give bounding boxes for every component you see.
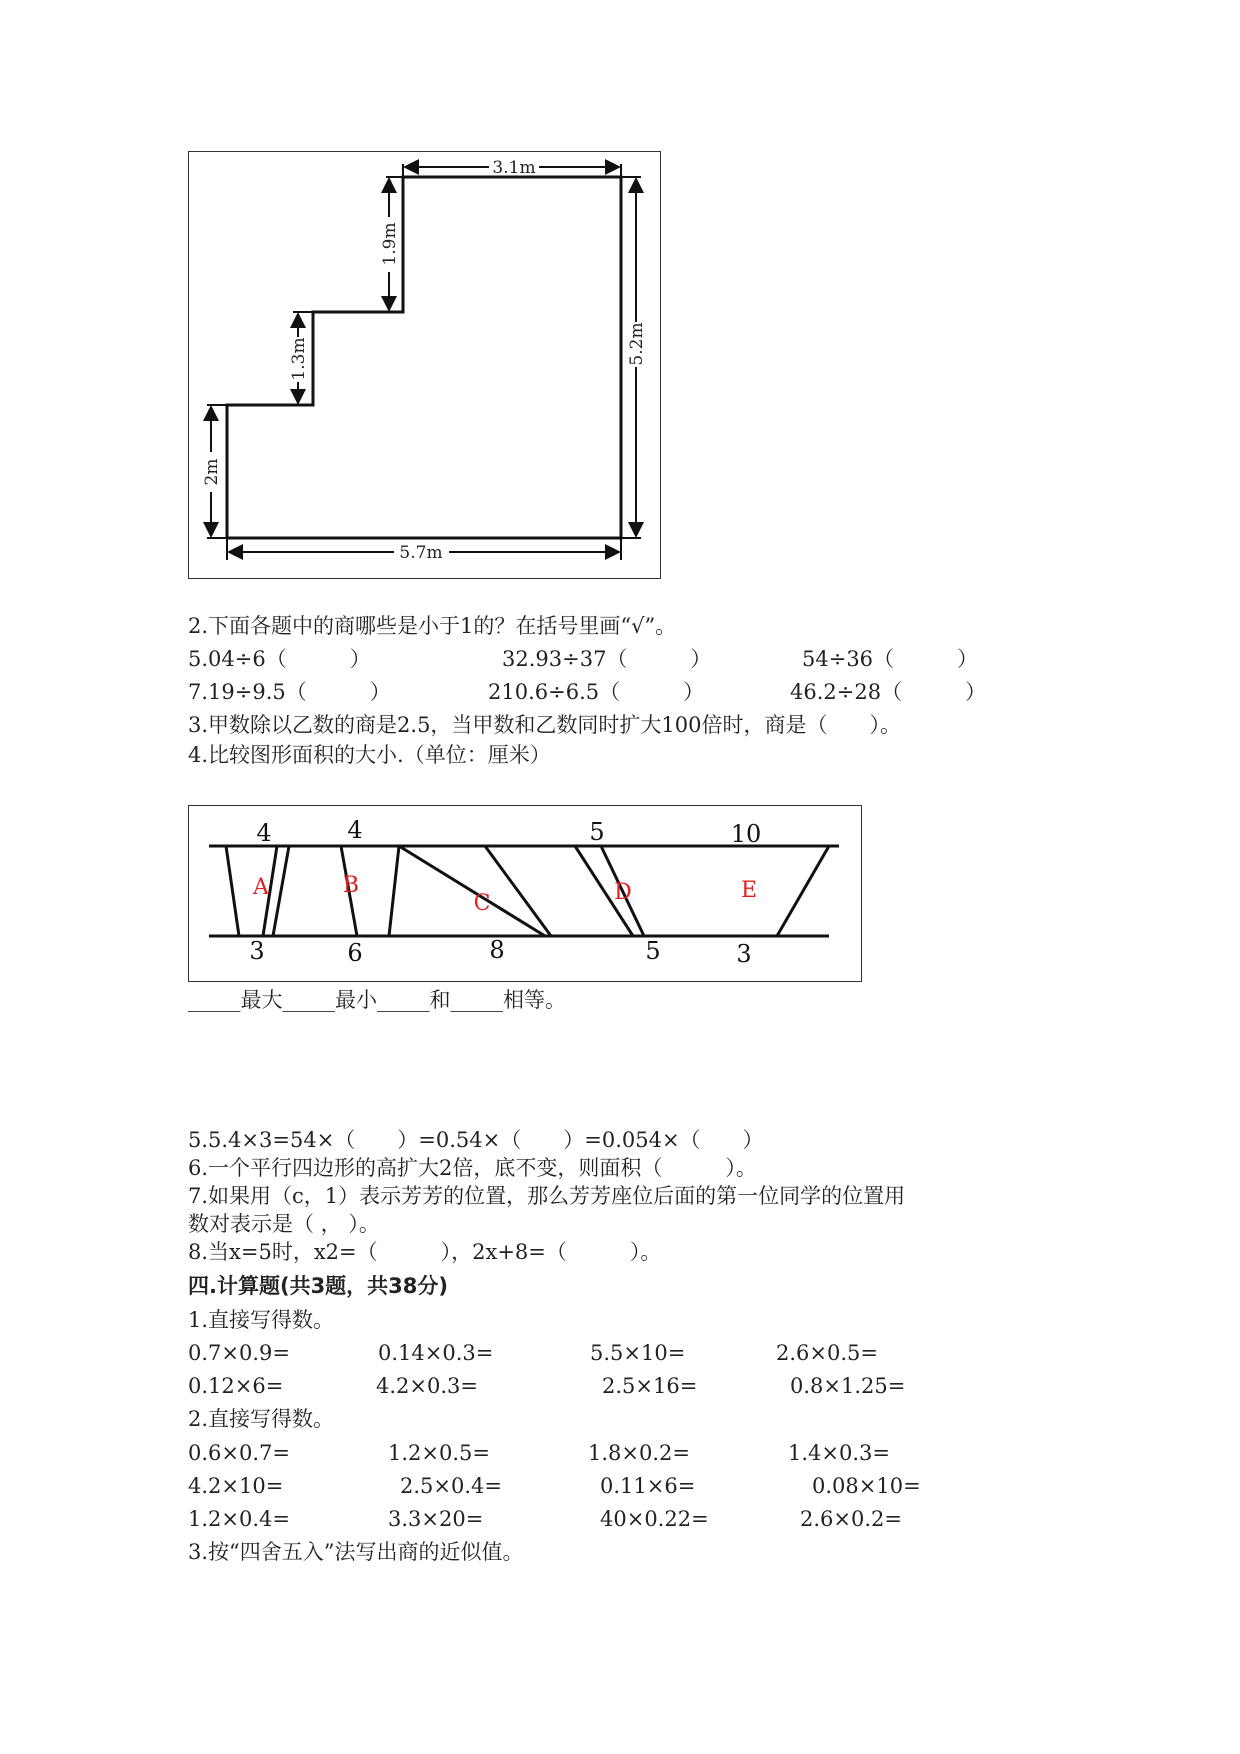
q2-prompt: 2.下面各题中的商哪些是小于1的？在括号里画“√”。 bbox=[188, 614, 677, 638]
expression: 4.2×10= bbox=[188, 1474, 284, 1498]
expression: 1.2×0.4= bbox=[188, 1507, 290, 1531]
shape-label-d: D bbox=[614, 880, 632, 905]
q4-answer-line: _____最大_____最小_____和_____相等。 bbox=[188, 988, 566, 1012]
expression: 0.11×6= bbox=[600, 1474, 696, 1498]
area-compare-drawing bbox=[189, 806, 861, 981]
expression: 4.2×0.3= bbox=[376, 1374, 478, 1398]
q5-text: 5.5.4×3=54×（ ）=0.54×（ ）=0.054×（ ） bbox=[188, 1128, 764, 1152]
section4-p3-title: 3.按“四舍五入”法写出商的近似值。 bbox=[188, 1540, 524, 1564]
expression: 0.8×1.25= bbox=[790, 1374, 906, 1398]
bottom-number: 5 bbox=[645, 937, 661, 965]
expression: 0.6×0.7= bbox=[188, 1441, 290, 1465]
floor-plan-outline bbox=[227, 177, 621, 538]
expression: 5.5×10= bbox=[590, 1341, 686, 1365]
section4-p1-title: 1.直接写得数。 bbox=[188, 1308, 335, 1332]
expression: 2.5×16= bbox=[602, 1374, 698, 1398]
expression: 3.3×20= bbox=[388, 1507, 484, 1531]
q7-line-1: 7.如果用（c，1）表示芳芳的位置，那么芳芳座位后面的第一位同学的位置用 bbox=[188, 1184, 906, 1208]
dim-5-7m: 5.7m bbox=[399, 543, 443, 563]
dim-5-2m: 5.2m bbox=[627, 322, 647, 366]
bottom-number: 3 bbox=[736, 940, 752, 968]
section4-p2-title: 2.直接写得数。 bbox=[188, 1407, 335, 1431]
q2-item: 46.2÷28（ ） bbox=[790, 680, 987, 704]
top-number: 10 bbox=[730, 820, 762, 848]
dim-2m: 2m bbox=[202, 458, 222, 486]
expression: 0.12×6= bbox=[188, 1374, 284, 1398]
top-number: 4 bbox=[347, 816, 363, 844]
p2-row-2 bbox=[0, 1471, 1240, 1501]
floor-plan-figure bbox=[188, 151, 661, 579]
q2-item: 5.04÷6（ ） bbox=[188, 647, 371, 671]
top-number: 4 bbox=[256, 819, 272, 847]
shape-label-b: B bbox=[342, 873, 360, 898]
top-number: 5 bbox=[589, 818, 605, 846]
dim-1-9m: 1.9m bbox=[380, 222, 400, 266]
section4-title: 四.计算题(共3题，共38分) bbox=[188, 1274, 449, 1298]
shape-label-e: E bbox=[740, 878, 758, 903]
expression: 0.7×0.9= bbox=[188, 1341, 290, 1365]
expression: 40×0.22= bbox=[600, 1507, 709, 1531]
p1-row-1 bbox=[0, 1338, 1240, 1368]
expression: 2.6×0.5= bbox=[776, 1341, 878, 1365]
q3-text: 3.甲数除以乙数的商是2.5，当甲数和乙数同时扩大100倍时，商是（ ）。 bbox=[188, 713, 902, 737]
p2-row-3 bbox=[0, 1504, 1240, 1534]
expression: 0.08×10= bbox=[812, 1474, 921, 1498]
q2-item: 54÷36（ ） bbox=[802, 647, 979, 671]
q2-row-2 bbox=[0, 677, 1240, 707]
q2-row-1 bbox=[0, 644, 1240, 674]
p2-row-1 bbox=[0, 1438, 1240, 1468]
bottom-number: 3 bbox=[249, 937, 265, 965]
expression: 0.14×0.3= bbox=[378, 1341, 494, 1365]
area-compare-figure bbox=[188, 805, 862, 982]
expression: 1.8×0.2= bbox=[588, 1441, 690, 1465]
q2-item: 210.6÷6.5（ ） bbox=[488, 680, 705, 704]
dim-1-3m: 1.3m bbox=[289, 337, 309, 381]
shape-label-a: A bbox=[253, 875, 269, 900]
q7-line-2: 数对表示是（ ， ）。 bbox=[188, 1212, 380, 1236]
q4-text: 4.比较图形面积的大小.（单位：厘米） bbox=[188, 743, 551, 767]
p1-row-2 bbox=[0, 1371, 1240, 1401]
expression: 1.4×0.3= bbox=[788, 1441, 890, 1465]
shape-label-c: C bbox=[473, 891, 491, 916]
floor-plan-drawing bbox=[189, 152, 660, 578]
expression: 1.2×0.5= bbox=[388, 1441, 490, 1465]
bottom-number: 8 bbox=[489, 936, 505, 964]
dim-3-1m: 3.1m bbox=[492, 158, 536, 178]
bottom-number: 6 bbox=[347, 939, 363, 967]
q2-item: 7.19÷9.5（ ） bbox=[188, 680, 391, 704]
q6-text: 6.一个平行四边形的高扩大2倍，底不变，则面积（ ）。 bbox=[188, 1156, 757, 1180]
q8-text: 8.当x=5时，x2=（ ），2x+8=（ ）。 bbox=[188, 1240, 662, 1264]
expression: 2.6×0.2= bbox=[800, 1507, 902, 1531]
expression: 2.5×0.4= bbox=[400, 1474, 502, 1498]
q2-item: 32.93÷37（ ） bbox=[502, 647, 712, 671]
